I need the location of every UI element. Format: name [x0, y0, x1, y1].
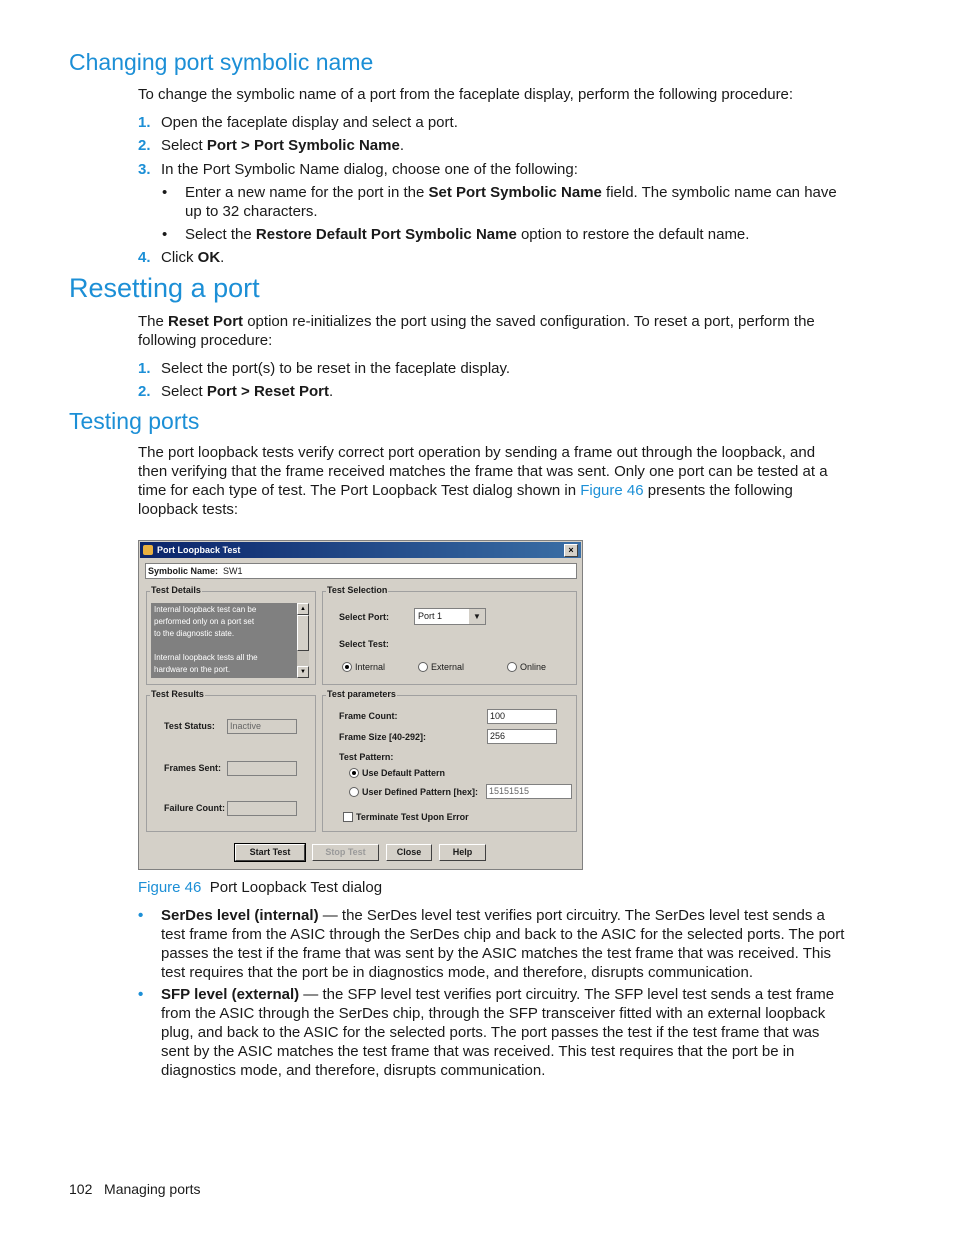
- section-heading-testing-ports: Testing ports: [69, 408, 200, 434]
- step-item: 4. Click OK.: [138, 249, 225, 266]
- footer-section: Managing ports: [104, 1181, 201, 1197]
- figure-link[interactable]: Figure 46: [580, 482, 644, 499]
- use-default-pattern-label: Use Default Pattern: [362, 768, 446, 778]
- figure-label: Figure 46: [138, 879, 202, 896]
- radio-use-default-pattern[interactable]: [349, 768, 359, 778]
- dialog-titlebar: [140, 542, 581, 558]
- section-intro: To change the symbolic name of a port from the faceplate display, perform the following procedure:: [138, 86, 794, 103]
- select-port-dropdown[interactable]: Port 1 ▼: [414, 608, 486, 625]
- radio-external-label: External: [431, 662, 465, 672]
- test-status-label: Test Status:: [164, 721, 215, 731]
- select-test-label: Select Test:: [339, 639, 389, 649]
- step-item: 1. Open the faceplate display and select a port.: [138, 114, 458, 131]
- frames-sent-label: Frames Sent:: [164, 763, 222, 773]
- test-parameters-group: Test parameters: [322, 695, 577, 832]
- scrollbar[interactable]: [297, 603, 309, 678]
- test-results-group: Test Results: [146, 695, 316, 832]
- close-button[interactable]: Close: [386, 844, 432, 861]
- test-pattern-label: Test Pattern:: [339, 752, 394, 762]
- port-loopback-test-dialog: [138, 540, 583, 870]
- scroll-up-icon[interactable]: ▲: [297, 603, 309, 615]
- radio-internal-label: Internal: [355, 662, 386, 672]
- sub-bullet-item: • Select the Restore Default Port Symbolic Name option to restore the default name.: [162, 226, 750, 243]
- close-icon[interactable]: ×: [564, 544, 578, 557]
- failure-count-label: Failure Count:: [164, 803, 225, 813]
- symbolic-name-field[interactable]: Symbolic Name: SW1: [145, 563, 577, 579]
- chevron-down-icon: ▼: [469, 609, 485, 624]
- radio-external[interactable]: [418, 662, 428, 672]
- terminate-on-error-label: Terminate Test Upon Error: [356, 812, 469, 822]
- test-status-field: Inactive: [227, 719, 297, 734]
- frame-count-label: Frame Count:: [339, 711, 398, 721]
- figure-caption: Figure 46 Port Loopback Test dialog: [138, 879, 383, 896]
- radio-online-label: Online: [520, 662, 547, 672]
- dialog-title: Port Loopback Test: [157, 545, 241, 555]
- start-test-button[interactable]: Start Test: [235, 844, 305, 861]
- failure-count-field: [227, 801, 297, 816]
- section-intro: The Reset Port option re-initializes the port using the saved configuration. To reset a port, perform the following procedure:: [138, 313, 815, 349]
- help-button[interactable]: Help: [439, 844, 486, 861]
- frame-size-label: Frame Size [40-292]:: [339, 732, 427, 742]
- user-defined-pattern-input[interactable]: 15151515: [486, 784, 572, 799]
- step-item: 1. Select the port(s) to be reset in the faceplate display.: [138, 360, 511, 377]
- app-icon: [143, 545, 153, 555]
- frames-sent-field: [227, 761, 297, 776]
- test-details-group: Test Details: [146, 591, 316, 685]
- page-footer: [69, 1181, 201, 1197]
- bullet-item: • SFP level (external) — the SFP level test verifies port circuitry. The SFP level test sends a test frame from the ASIC through the SerDes chip, through the SFP transceiver fitted with an external loopback plug, and back to the ASIC for the selected ports. The port passes the test if the test frame that was sent by the ASIC matches the test frame that was received. This test requires that the port be in diagnostics mode, and therefore, disrupts communication.: [138, 986, 835, 1079]
- sub-bullet-item: • Enter a new name for the port in the Set Port Symbolic Name field. The symbolic name can have up to 32 characters.: [162, 184, 837, 220]
- user-defined-pattern-label: User Defined Pattern [hex]:: [362, 787, 479, 797]
- radio-online[interactable]: [507, 662, 517, 672]
- step-item: 3. In the Port Symbolic Name dialog, choose one of the following:: [138, 161, 578, 178]
- scroll-thumb[interactable]: [297, 615, 309, 651]
- bullet-item: • SerDes level (internal) — the SerDes level test verifies port circuitry. The SerDes level test sends a test frame from the ASIC through the SerDes chip and back to the ASIC for the selected ports. The port passes the test if the frame that was sent by the ASIC matches the test frame that was received. This test requires that the port be in diagnostics mode, and therefore, disrupts communication.: [138, 907, 845, 981]
- section-heading-resetting-a-port: Resetting a port: [69, 273, 260, 303]
- scroll-down-icon[interactable]: ▼: [297, 666, 309, 678]
- page-number: 102: [69, 1181, 93, 1197]
- test-details-text: Internal loopback test can be performed only on a port set to the diagnostic state. Internal loopback tests all the hardware on the port. ▲ ▼: [151, 603, 309, 678]
- section-heading-changing-port-symbolic-name: Changing port symbolic name: [69, 49, 374, 75]
- radio-internal[interactable]: [342, 662, 352, 672]
- terminate-on-error-checkbox[interactable]: [343, 812, 353, 822]
- select-port-label: Select Port:: [339, 612, 390, 622]
- radio-user-defined-pattern[interactable]: [349, 787, 359, 797]
- frame-size-input[interactable]: 256: [487, 729, 557, 744]
- section-intro: The port loopback tests verify correct port operation by sending a frame out through the loopback, and then verifying that the frame received matches the frame that was sent. Only one port can be tested at a time for each type of test. The Port Loopback Test dialog shown in Figure 46 presents the following loopback tests:: [138, 444, 828, 518]
- step-item: 2. Select Port > Reset Port.: [138, 383, 334, 400]
- step-item: 2. Select Port > Port Symbolic Name.: [138, 137, 405, 154]
- stop-test-button[interactable]: Stop Test: [312, 844, 379, 861]
- frame-count-input[interactable]: 100: [487, 709, 557, 724]
- test-selection-group: Test Selection: [322, 591, 577, 685]
